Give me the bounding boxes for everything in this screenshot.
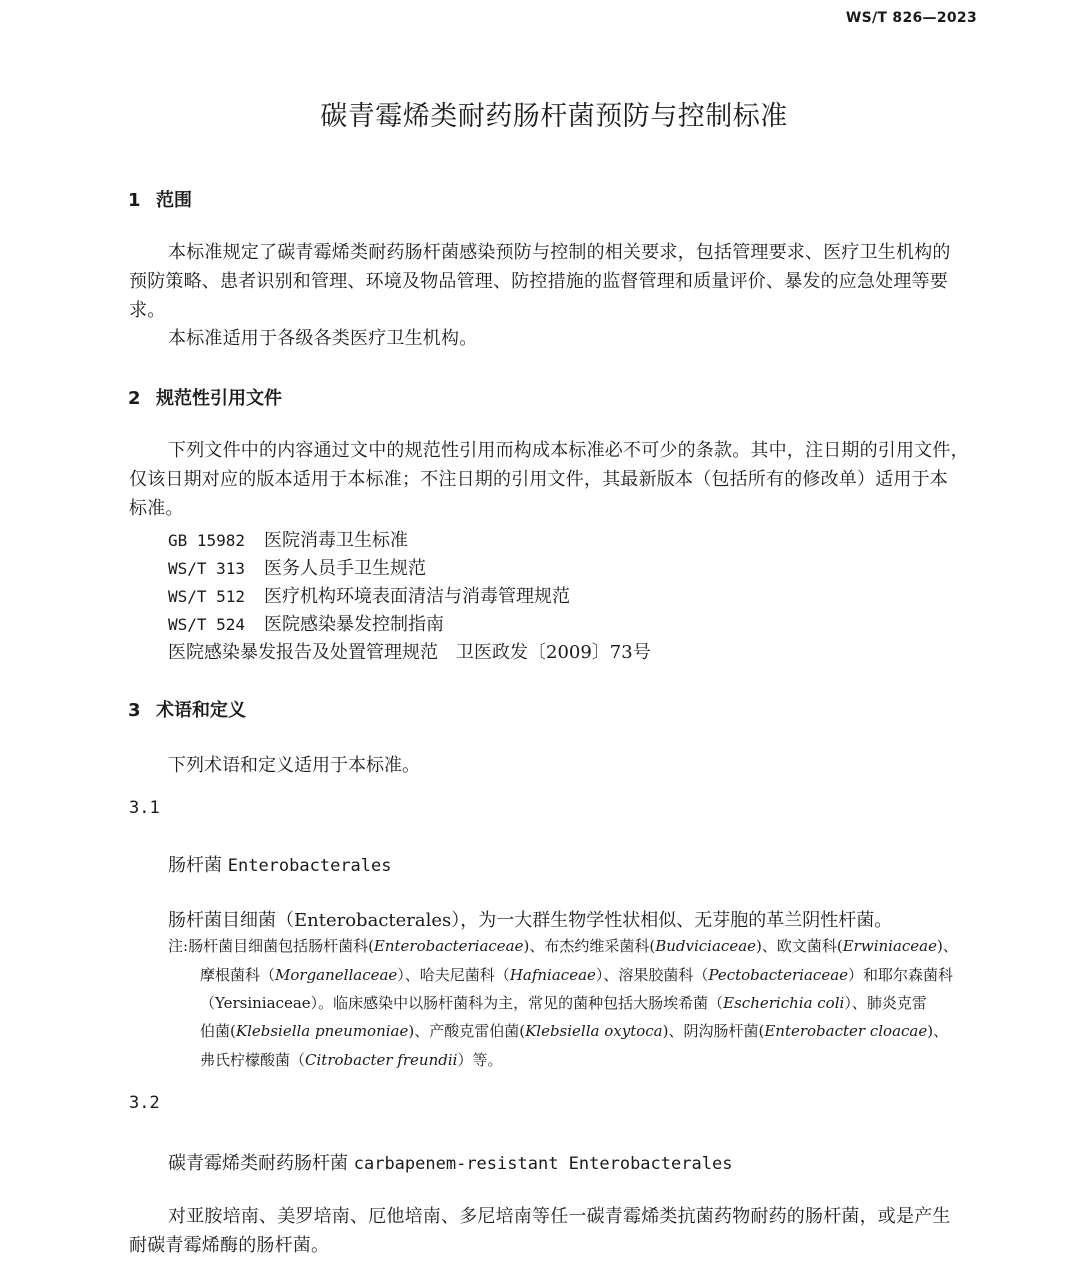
section-2-para-line: 标准。 xyxy=(129,498,184,519)
section-number: 3 xyxy=(128,700,141,721)
reference-code: WS/T 524 xyxy=(168,615,246,634)
section-3-intro: 下列术语和定义适用于本标准。 xyxy=(168,755,420,776)
taxon-name: Klebsiella pneumoniae xyxy=(235,1022,409,1040)
term-en: Enterobacterales xyxy=(227,856,392,876)
section-1-para-line: 预防策略、患者识别和管理、环境及物品管理、防控措施的监督管理和质量评价、暴发的应急处理等要 xyxy=(129,271,948,292)
note-line xyxy=(200,961,953,990)
section-2-para-line: 下列文件中的内容通过文中的规范性引用而构成本标准必不可少的条款。其中，注日期的引用文件， xyxy=(168,440,969,461)
note-text: 肠杆菌目细菌包括肠杆菌科( xyxy=(188,937,374,955)
note-text: 伯菌( xyxy=(200,1022,236,1040)
section-number: 2 xyxy=(128,388,141,409)
clause-number: 3.2 xyxy=(129,1093,160,1113)
note-text: )、 xyxy=(937,937,958,955)
term-zh: 肠杆菌 xyxy=(168,855,222,876)
section-number: 1 xyxy=(128,190,141,211)
note-line xyxy=(168,932,958,961)
section-3-heading xyxy=(128,696,246,722)
term-en: carbapenem-resistant Enterobacterales xyxy=(353,1154,733,1174)
note-label: 注: xyxy=(168,937,189,955)
note-line xyxy=(200,1017,948,1046)
note-text: ）和耶尔森菌科 xyxy=(848,966,954,984)
note-text: ）、哈夫尼菌科（ xyxy=(397,966,510,984)
term-zh: 碳青霉烯类耐药肠杆菌 xyxy=(168,1153,348,1174)
section-title: 规范性引用文件 xyxy=(156,388,282,409)
taxon-name: Budviciaceae xyxy=(655,937,757,955)
taxon-name: Citrobacter freundii xyxy=(305,1051,458,1069)
section-2-heading xyxy=(128,384,282,410)
taxon-name: Hafniaceae xyxy=(509,966,596,984)
clause-number: 3.1 xyxy=(129,798,160,818)
note-line xyxy=(200,1046,502,1075)
section-1-scope-para: 本标准适用于各级各类医疗卫生机构。 xyxy=(168,328,478,349)
taxon-name: Enterobacteriaceae xyxy=(373,937,524,955)
note-text: ）等。 xyxy=(457,1051,503,1069)
note-text: )、产酸克雷伯菌( xyxy=(408,1022,526,1040)
reference-item xyxy=(168,582,570,608)
taxon-name: Erwiniaceae xyxy=(842,937,937,955)
note-text: ）、溶果胶菌科（ xyxy=(595,966,709,984)
taxon-name: Pectobacteriaceae xyxy=(708,966,849,984)
reference-title: 医院消毒卫生标准 xyxy=(264,530,408,551)
term-heading xyxy=(168,851,392,877)
note-text: 弗氏柠檬酸菌（ xyxy=(200,1051,306,1069)
term-definition-line: 耐碳青霉烯酶的肠杆菌。 xyxy=(129,1235,330,1256)
section-title: 范围 xyxy=(156,190,192,211)
section-1-para-line: 本标准规定了碳青霉烯类耐药肠杆菌感染预防与控制的相关要求，包括管理要求、医疗卫生机构的 xyxy=(168,242,951,263)
reference-code: WS/T 512 xyxy=(168,587,246,606)
section-1-para-line: 求。 xyxy=(129,300,166,321)
reference-item xyxy=(168,610,444,636)
note-line xyxy=(200,989,927,1018)
reference-item xyxy=(168,554,426,580)
taxon-name: Enterobacter cloacae xyxy=(764,1022,928,1040)
note-text: )、 xyxy=(927,1022,949,1040)
term-definition: 肠杆菌目细菌（Enterobacterales），为一大群生物学性状相似、无芽胞的革兰阴性杆菌。 xyxy=(168,910,893,931)
note-text: ）、肺炎克雷 xyxy=(844,994,927,1012)
reference-title: 医务人员手卫生规范 xyxy=(264,558,426,579)
note-text: )、阴沟肠杆菌( xyxy=(662,1022,765,1040)
term-heading xyxy=(168,1149,732,1175)
section-2-para-line: 仅该日期对应的版本适用于本标准；不注日期的引用文件，其最新版本（包括所有的修改单）适用于本 xyxy=(129,469,948,490)
reference-code: WS/T 313 xyxy=(168,559,246,578)
reference-code: GB 15982 xyxy=(168,531,246,550)
section-title: 术语和定义 xyxy=(156,700,246,721)
standard-number: WS/T 826—2023 xyxy=(845,10,977,26)
reference-title: 医院感染暴发控制指南 xyxy=(264,614,444,635)
document-title: 碳青霉烯类耐药肠杆菌预防与控制标准 xyxy=(320,101,788,132)
section-1-heading xyxy=(128,186,192,212)
note-text: （Yersiniaceae）。临床感染中以肠杆菌科为主，常见的菌种包括大肠埃希菌（ xyxy=(200,994,724,1012)
note-text: )、欧文菌科( xyxy=(756,937,843,955)
note-text: )、布杰约维采菌科( xyxy=(523,937,656,955)
reference-item xyxy=(168,526,408,552)
reference-item: 医院感染暴发报告及处置管理规范 卫医政发〔2009〕73号 xyxy=(168,642,651,663)
taxon-name: Escherichia coli xyxy=(723,994,845,1012)
taxon-name: Klebsiella oxytoca xyxy=(525,1022,663,1040)
taxon-name: Morganellaceae xyxy=(275,966,398,984)
note-text: 摩根菌科（ xyxy=(200,966,276,984)
term-definition-line: 对亚胺培南、美罗培南、厄他培南、多尼培南等任一碳青霉烯类抗菌药物耐药的肠杆菌，或是产生 xyxy=(168,1206,951,1227)
reference-title: 医疗机构环境表面清洁与消毒管理规范 xyxy=(264,586,570,607)
